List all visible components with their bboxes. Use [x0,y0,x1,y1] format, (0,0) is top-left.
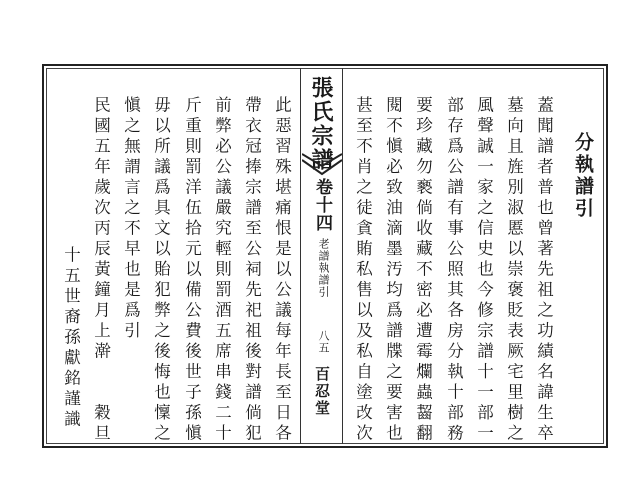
section-heading: 分執譜引 [572,132,594,220]
page-number: 八五 [317,330,330,354]
text-column: 愼之無謂言之不早也是爲引 [121,96,141,342]
fold-left-rule [300,68,301,444]
text-column: 蓋聞譜者普也曾著先祖之功績名諱生卒 [534,96,554,445]
text-column: 要珍藏勿褻倘收藏不密必遭霉爛蟲齧翻 [413,96,433,445]
text-column: 斤重則罰洋伍拾元以備公費後世子孫愼 [182,96,202,445]
genealogy-title: 張氏宗譜 [308,76,334,172]
text-column: 部存爲公譜有事公照其各房分執十部務 [444,96,464,445]
text-column: 閱不愼必致油滴墨汚均爲譜牒之要害也 [383,96,403,445]
author-signature-line: 十五世裔孫獻銘謹識 [61,246,81,431]
date-line: 民國五年歲次丙辰黃鐘月上澣 穀旦 [91,96,111,445]
fishtail-mark-icon [302,150,342,178]
section-label: 老譜執譜引 [317,238,330,298]
hall-name: 百忍堂 [313,366,331,417]
text-column: 甚至不肖之徒貪賄私售以及私自塗改次 [353,96,373,445]
fold-right-rule [342,68,343,444]
text-column: 帶衣冠捧宗譜至公祠先祀祖後對譜倘犯 [242,96,262,445]
text-column: 風聲誠一家之信史也今修宗譜十一部一 [474,96,494,445]
text-column: 此惡習殊堪痛恨是以公議每年長至日各 [272,96,292,445]
volume-label: 卷十四 [312,178,332,232]
text-column: 墓向且旌別淑慝以崇褒貶表厥宅里樹之 [504,96,524,445]
text-column: 毋以所議爲具文以貽犯弊之後悔也懍之 [151,96,171,445]
text-column: 前弊必公議嚴究輕則罰酒五席串錢二十 [212,96,232,445]
